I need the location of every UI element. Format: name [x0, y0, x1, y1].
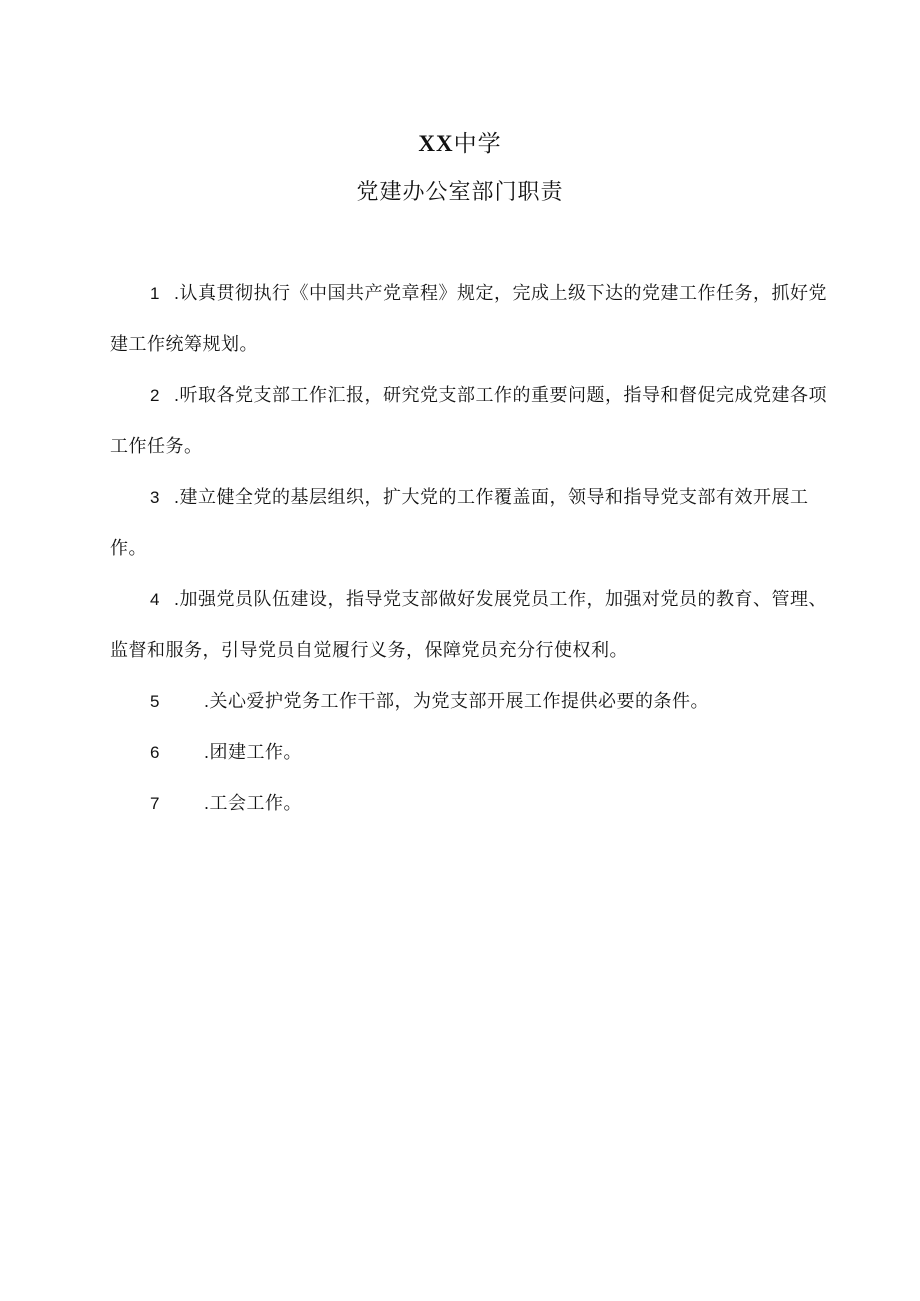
list-item: 4 .加强党员队伍建设，指导党支部做好发展党员工作，加强对党员的教育、管理、监督和服务，引导党员自觉履行义务，保障党员充分行使权利。: [110, 574, 830, 676]
item-number: 4: [150, 590, 160, 609]
item-text: 加强党员队伍建设，指导党支部做好发展党员工作，加强对党员的教育、管理、监督和服务，引导党员自觉履行义务，保障党员充分行使权利。: [110, 589, 828, 661]
list-item: 6 .团建工作。: [110, 727, 830, 778]
item-text: 认真贯彻执行《中国共产党章程》规定，完成上级下达的党建工作任务，抓好党建工作统筹规划。: [110, 283, 828, 355]
list-item: 2 .听取各党支部工作汇报，研究党支部工作的重要问题，指导和督促完成党建各项工作任务。: [110, 370, 830, 472]
document-body: [110, 268, 830, 829]
title-latin: XX: [418, 131, 454, 156]
list-item: 3 .建立健全党的基层组织，扩大党的工作覆盖面，领导和指导党支部有效开展工作。: [110, 472, 830, 574]
item-number: 5: [150, 692, 160, 711]
item-number: 1: [150, 284, 160, 303]
list-item: 7 .工会工作。: [110, 778, 830, 829]
document-title: [0, 128, 920, 160]
item-number: 7: [150, 794, 160, 813]
title-cn: 中学: [453, 131, 502, 157]
item-text: 关心爱护党务工作干部，为党支部开展工作提供必要的条件。: [209, 691, 710, 712]
item-text: 工会工作。: [209, 793, 303, 814]
item-text: 建立健全党的基层组织，扩大党的工作覆盖面，领导和指导党支部有效开展工作。: [110, 487, 809, 559]
item-number: 3: [150, 488, 160, 507]
item-text: 团建工作。: [209, 742, 303, 763]
document-subtitle: 党建办公室部门职责: [356, 180, 564, 205]
item-number: 6: [150, 743, 160, 762]
item-number: 2: [150, 386, 160, 405]
list-item: 1 .认真贯彻执行《中国共产党章程》规定，完成上级下达的党建工作任务，抓好党建工作统筹规划。: [110, 268, 830, 370]
item-text: 听取各党支部工作汇报，研究党支部工作的重要问题，指导和督促完成党建各项工作任务。: [110, 385, 828, 457]
list-item: 5 .关心爱护党务工作干部，为党支部开展工作提供必要的条件。: [110, 676, 830, 727]
